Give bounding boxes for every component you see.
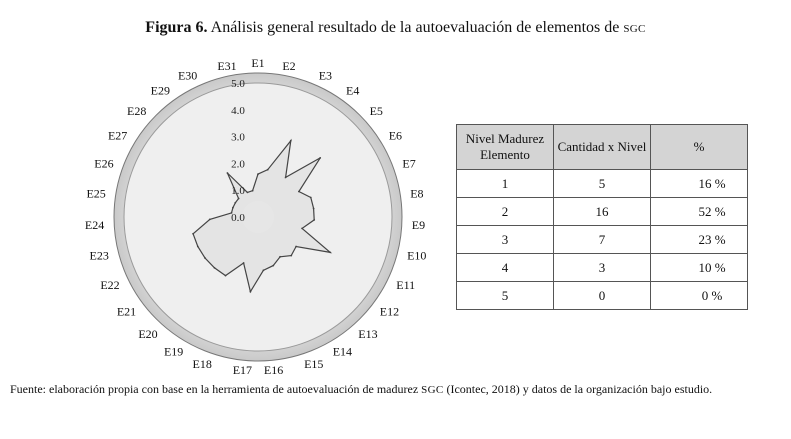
radar-point-e7 [310,197,312,199]
radar-tick-label: 1.0 [231,185,245,198]
radar-point-e18 [243,262,245,264]
radar-axis-label-e28: E28 [127,103,147,118]
figure-title-abbr: SGC [623,23,646,35]
cell-porcentaje: 16 % [651,170,748,198]
cell-cantidad: 7 [554,226,651,254]
radar-tick-label: 4.0 [231,104,245,117]
radar-point-e11 [329,252,331,254]
radar-point-e2 [267,169,269,171]
cell-porcentaje: 0 % [651,282,748,310]
radar-tick-label: 0.0 [231,212,245,224]
radar-point-e6 [298,191,300,193]
radar-point-e22 [197,246,199,248]
table-row [457,170,748,198]
figure-title-text: Análisis general resultado de la autoevaluación de elementos de [210,19,620,36]
radar-point-e14 [279,256,281,258]
radar-axis-label-e10: E10 [407,248,427,263]
figure-title [0,18,791,39]
radar-tick-label: 3.0 [231,131,245,144]
cell-nivel: 3 [457,226,554,254]
radar-point-e16 [263,269,265,271]
radar-axis-label-e30: E30 [177,68,198,83]
radar-axis-label-e13: E13 [358,326,378,341]
radar-axis-label-e6: E6 [388,128,403,143]
header-cantidad: Cantidad x Nivel [554,125,651,170]
radar-axis-label-e29: E29 [150,83,170,98]
radar-point-e29 [227,172,229,174]
cell-nivel: 1 [457,170,554,198]
radar-axis-label-e24: E24 [84,217,105,232]
cell-cantidad: 16 [554,198,651,226]
radar-point-e4 [285,177,287,179]
radar-point-e20 [214,267,216,269]
radar-axis-label-e15: E15 [304,356,324,371]
radar-axis-label-e3: E3 [318,68,333,83]
cell-porcentaje: 23 % [651,226,748,254]
radar-axis-label-e25: E25 [86,186,106,201]
radar-axis-label-e27: E27 [107,128,128,143]
radar-point-e17 [250,291,252,293]
radar-point-e10 [301,228,303,230]
header-porcentaje: % [651,125,748,170]
source-abbr: SGC [421,384,444,396]
table-row [457,254,748,282]
radar-axis-label-e2: E2 [282,59,296,74]
radar-point-e23 [192,233,194,235]
radar-axis-label-e18: E18 [192,356,212,371]
radar-axis-label-e14: E14 [332,344,353,359]
radar-point-e26 [232,207,234,209]
cell-cantidad: 3 [554,254,651,282]
maturity-table [456,124,748,310]
radar-axis-label-e12: E12 [379,304,400,319]
radar-axis-label-e22: E22 [100,277,120,292]
radar-point-e30 [247,192,249,194]
radar-point-e9 [313,219,315,221]
cell-cantidad: 0 [554,282,651,310]
cell-porcentaje: 10 % [651,254,748,282]
table-row [457,226,748,254]
radar-point-e1 [257,173,259,175]
cell-porcentaje: 52 % [651,198,748,226]
cell-cantidad: 5 [554,170,651,198]
radar-point-e12 [295,246,297,248]
radar-point-e21 [204,257,206,259]
header-nivel-madurez: Nivel Madurez Elemento [457,125,554,170]
radar-axis-label-e11: E11 [396,277,416,292]
radar-axis-label-e23: E23 [89,248,109,263]
radar-axis-label-e5: E5 [369,103,383,118]
source-text: Fuente: elaboración propia con base en la herramienta de autoevaluación de madurez [10,382,419,396]
radar-axis-label-e1: E1 [251,56,265,70]
radar-axis-label-e9: E9 [411,217,426,232]
radar-point-e27 [234,202,236,204]
radar-axis-label-e26: E26 [94,156,114,171]
radar-axis-label-e20: E20 [138,326,158,341]
radar-axis-label-e19: E19 [163,344,184,359]
radar-chart [84,56,428,378]
table-row [457,198,748,226]
radar-tick-label: 5.0 [231,78,245,90]
radar-axis-label-e7: E7 [402,156,416,171]
radar-point-e13 [290,255,292,257]
radar-point-e15 [272,265,274,267]
radar-point-e19 [225,275,227,277]
radar-point-e31 [252,190,254,192]
radar-axis-label-e17: E17 [232,363,253,378]
cell-nivel: 2 [457,198,554,226]
radar-axis-label-e21: E21 [116,304,137,319]
radar-point-e24 [209,219,211,221]
cell-nivel: 5 [457,282,554,310]
figure-label: Figura 6. [145,19,208,36]
radar-point-e5 [319,157,321,159]
table-row [457,282,748,310]
radar-tick-label: 2.0 [231,158,245,171]
radar-axis-label-e31: E31 [217,59,237,74]
table-header-row [457,125,748,170]
radar-point-e8 [313,208,315,210]
source-text-end: (Icontec, 2018) y datos de la organización bajo estudio. [446,382,713,396]
radar-axis-label-e4: E4 [346,83,360,98]
radar-point-e28 [238,198,240,200]
radar-point-e3 [290,140,292,142]
radar-axis-label-e16: E16 [263,363,284,378]
radar-axis-label-e8: E8 [410,186,424,201]
source-note [10,381,790,398]
cell-nivel: 4 [457,254,554,282]
